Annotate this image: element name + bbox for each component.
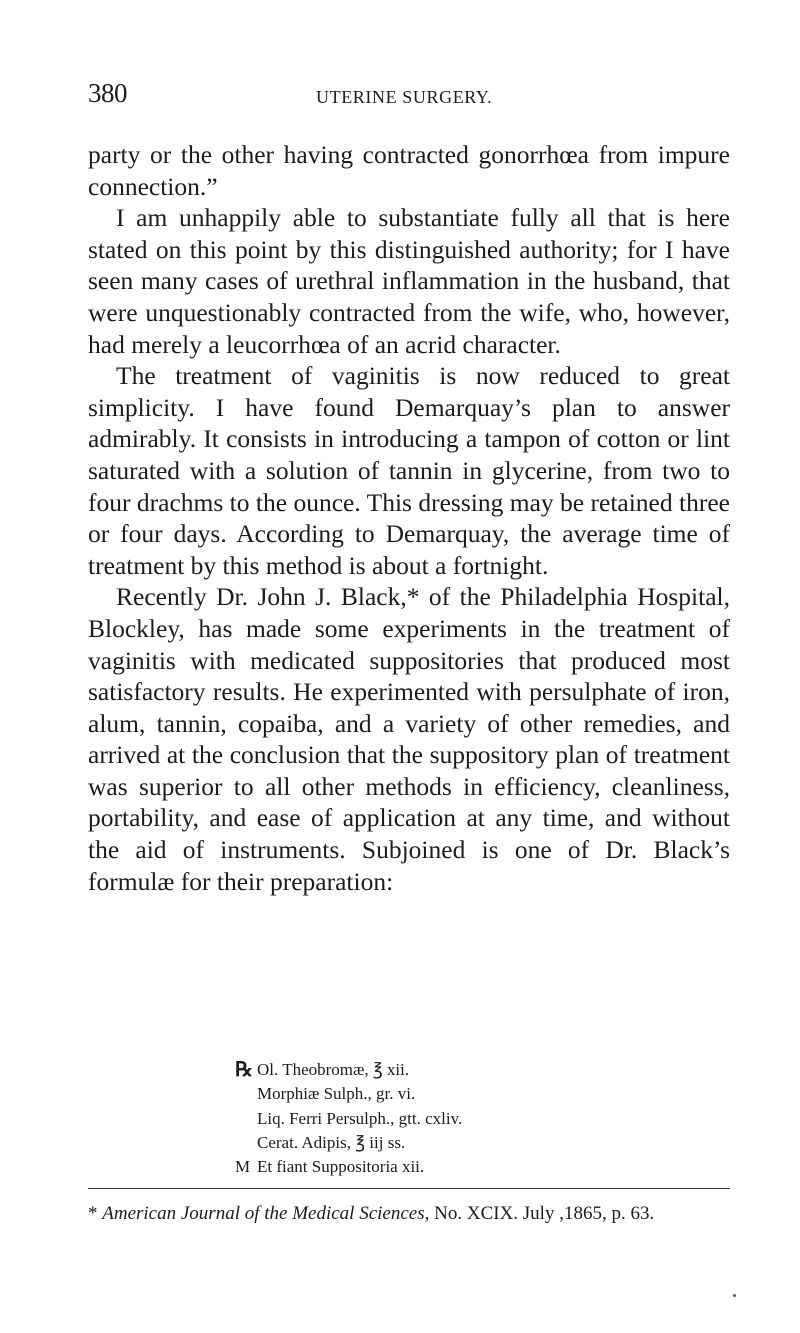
prescription-instruction: Et fiant Suppositoria xii.: [257, 1157, 425, 1177]
paper-speck: [733, 1294, 736, 1297]
prescription-ingredient: Ol. Theobromæ, ℥ xii.: [257, 1060, 410, 1079]
prescription-line: [235, 1058, 462, 1082]
footnote: [88, 1203, 748, 1225]
misce-symbol: M: [235, 1157, 251, 1177]
paragraph-urethral-inflammation: I am unhappily able to substantiate fully all that is here stated on this point by this distinguished authority; for I have seen many cases of urethral inflammation in the husband, that were unquestionably contracted from the wife, who, however, had merely a leucorrhœa of an acrid character.: [88, 203, 730, 359]
page-header: [88, 78, 728, 118]
prescription-ingredient: Morphiæ Sulph., gr. vi.: [257, 1084, 416, 1104]
prescription-line: [257, 1082, 462, 1106]
footnote-marker: *: [88, 1203, 98, 1224]
footnote-citation: No. XCIX. July ,1865, p. 63.: [434, 1203, 655, 1224]
paragraph-vaginitis-treatment: The treatment of vaginitis is now reduced to great simplicity. I have found Demarquay’s plan to answer admirably. It consists in introducing a tampon of cotton or lint saturated with a solution of tannin in glycerine, from two to four drachms to the ounce. This dressing may be retained three or four days. According to Demarquay, the average time of treatment by this method is about a fortnight.: [88, 361, 730, 580]
body-text: [88, 139, 730, 897]
prescription-line: [257, 1131, 462, 1155]
footnote-divider: [88, 1188, 730, 1189]
prescription-line: [257, 1107, 462, 1131]
prescription-ingredient: Liq. Ferri Persulph., gtt. cxliv.: [257, 1108, 463, 1128]
paragraph-suppositories: Recently Dr. John J. Black,* of the Philadelphia Hospital, Blockley, has made some experiments in the treatment of vaginitis with medicated suppositories that produced most satisfactory results. He experimented with persulphate of iron, alum, tannin, copaiba, and a variety of other remedies, and arrived at the conclusion that the suppository plan of treatment was superior to all other methods in efficiency, cleanliness, portability, and ease of application at any time, and without the aid of instruments. Subjoined is one of Dr. Black’s formulæ for their preparation:: [88, 582, 730, 896]
page-number: 380: [88, 78, 127, 108]
prescription-ingredient: Cerat. Adipis, ℥ iij ss.: [257, 1132, 406, 1152]
footnote-journal-title: American Journal of the Medical Sciences,: [102, 1203, 430, 1224]
paragraph-continuation: party or the other having contracted gonorrhœa from impure connection.”: [88, 140, 730, 201]
rx-symbol: ℞: [235, 1059, 253, 1081]
running-head: UTERINE SURGERY.: [316, 87, 493, 107]
prescription-line: [235, 1155, 462, 1179]
prescription-formula: [235, 1058, 463, 1179]
